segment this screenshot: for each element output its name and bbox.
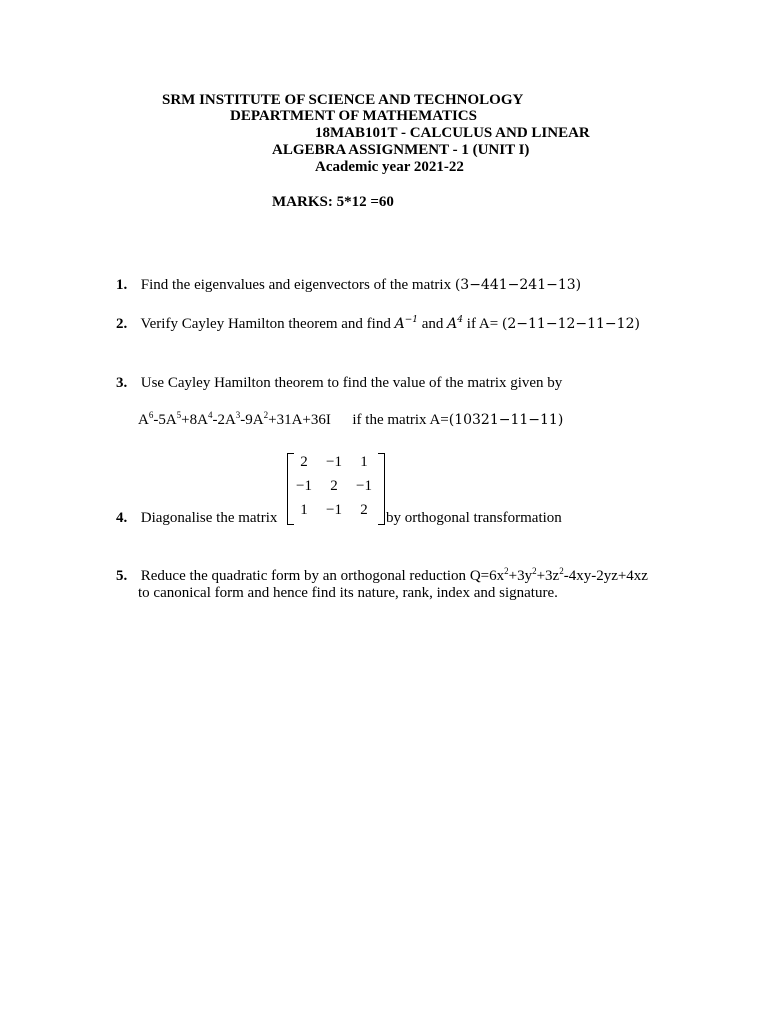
quadratic-form: $Q=6x^2+3y^2+3z^2-4xy-2yz+4xz$ — [469, 566, 648, 584]
matrix-cell: 1 — [360, 454, 368, 470]
right-bracket — [378, 453, 385, 525]
question-5 — [116, 568, 648, 585]
if-text: if A= — [466, 316, 499, 332]
question-number: 3. — [116, 375, 128, 391]
bracket-matrix — [287, 453, 385, 525]
question-4-suffix: by orthogonal transformation — [386, 510, 562, 526]
question-3 — [116, 375, 562, 392]
matrix-cell: −1 — [326, 454, 342, 470]
matrix-cell: −1 — [326, 502, 342, 518]
question-2 — [116, 316, 640, 333]
marks-line: MARKS: 5*12 =60 — [272, 194, 394, 210]
question-4 — [116, 510, 277, 527]
question-5-line2: to canonical form and hence find its nature, rank, index and signature. — [138, 585, 558, 601]
matrix-expression: (2−11−12−11−12) — [501, 316, 640, 332]
question-number: 4. — [116, 510, 128, 526]
question-text: Find the eigenvalues and eigenvectors of the matrix — [140, 277, 452, 293]
department-name: DEPARTMENT OF MATHEMATICS — [230, 108, 477, 124]
power-symbol: $A^4$ — [447, 315, 464, 332]
institute-name: SRM INSTITUTE OF SCIENCE AND TECHNOLOGY — [162, 92, 524, 108]
matrix-cell: 2 — [300, 454, 308, 470]
question-text: Diagonalise the matrix — [140, 510, 278, 526]
question-number: 1. — [116, 277, 128, 293]
matrix-expression: (10321−11−11) — [448, 412, 564, 428]
academic-year: Academic year 2021-22 — [315, 159, 464, 175]
matrix-expression: (3−441−241−13) — [454, 277, 582, 293]
polynomial-expression: $A^6-5A^5+8A^4-2A^3-9A^2+31A+36I$ if the matrix A=(10321−11−11) — [138, 410, 564, 428]
condition-text: if the matrix A= — [352, 412, 449, 428]
question-text: Reduce the quadratic form by an orthogonal reduction — [140, 568, 470, 584]
question-number: 5. — [116, 568, 128, 584]
assignment-title: ALGEBRA ASSIGNMENT - 1 (UNIT I) — [272, 142, 530, 158]
matrix-cell: 2 — [360, 502, 368, 518]
question-text: Use Cayley Hamilton theorem to find the value of the matrix given by — [140, 375, 563, 391]
matrix-cell: −1 — [296, 478, 312, 494]
matrix-cell: −1 — [356, 478, 372, 494]
inverse-symbol: $A^{-1}$ — [394, 315, 418, 332]
question-number: 2. — [116, 316, 128, 332]
and-text: and — [421, 316, 444, 332]
question-text: Verify Cayley Hamilton theorem and find — [140, 316, 391, 332]
matrix-cell: 1 — [300, 502, 308, 518]
matrix-cell: 2 — [330, 478, 338, 494]
question-1 — [116, 277, 581, 294]
course-title: 18MAB101T - CALCULUS AND LINEAR — [315, 125, 590, 141]
